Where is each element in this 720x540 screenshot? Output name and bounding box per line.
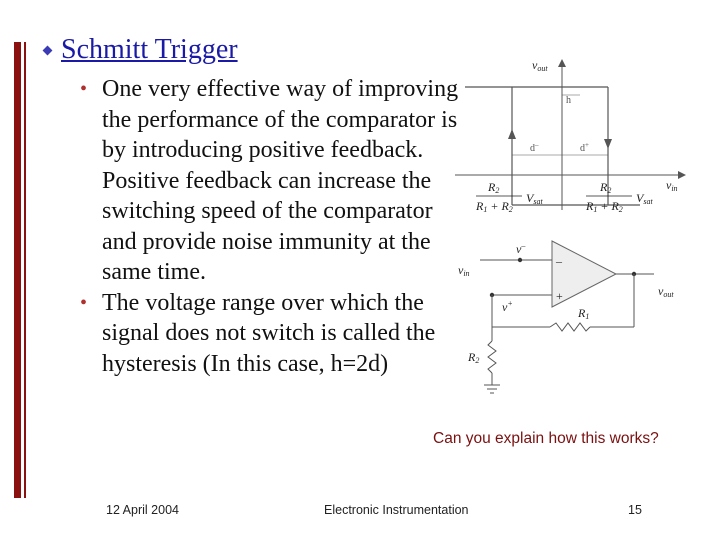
r1-resistor — [550, 323, 590, 331]
r2-label: R2 — [468, 350, 480, 365]
slide-title-row — [44, 34, 238, 66]
h-label: h — [566, 95, 571, 106]
r2-resistor — [488, 341, 496, 373]
bullet-list — [80, 74, 460, 379]
footer-page-number: 15 — [628, 503, 642, 517]
bullet-item — [80, 74, 460, 288]
footer-date: 12 April 2004 — [106, 503, 179, 517]
schmitt-trigger-diagram — [440, 55, 710, 400]
down-arrow-icon — [604, 139, 612, 149]
vout-axis-arrow — [558, 59, 566, 67]
question-text: Can you explain how this works? — [433, 430, 659, 447]
svg-text:R2: R2 — [600, 180, 612, 195]
svg-text:R1 + R2: R1 + R2 — [476, 199, 513, 214]
slide-title: Schmitt Trigger — [61, 34, 238, 65]
svg-text:R1 + R2: R1 + R2 — [586, 199, 623, 214]
diamond-bullet-icon — [43, 45, 53, 55]
bullet-text: One very effective way of improving the performance of the comparator is by introducing positive feedback. Positive feedback can increase the switching speed of the comparator and provide noise immunity at the same time. — [102, 76, 459, 285]
opamp-minus-sign: – — [556, 254, 562, 268]
vminus-label: v– — [516, 241, 526, 256]
svg-text:Vsat: Vsat — [526, 191, 543, 206]
opamp-plus-sign: + — [556, 289, 563, 303]
vin-circuit-label: vin — [458, 263, 470, 278]
up-arrow-icon — [508, 129, 516, 139]
left-accent-line — [24, 42, 26, 498]
r1-label: R1 — [578, 306, 590, 321]
vout-axis-label: vout — [532, 58, 548, 73]
vout-circuit-label: vout — [658, 284, 674, 299]
bullet-dot-icon: • — [80, 78, 88, 100]
bullet-text: The voltage range over which the signal does not switch is called the hysteresis (In this case, h=2d) — [102, 289, 436, 377]
svg-text:Vsat: Vsat — [636, 191, 653, 206]
svg-text:R2: R2 — [488, 180, 500, 195]
opamp-circuit — [480, 241, 654, 393]
vin-axis-arrow — [678, 171, 686, 179]
right-threshold-formula — [585, 180, 653, 214]
footer-course: Electronic Instrumentation — [324, 503, 469, 517]
vplus-label: v+ — [502, 299, 513, 314]
vin-axis-label: vin — [666, 178, 678, 193]
bullet-dot-icon: • — [80, 291, 88, 314]
d-minus-label: d– — [530, 141, 539, 154]
bullet-item — [80, 288, 460, 380]
vin-node — [518, 258, 522, 262]
left-threshold-formula — [475, 180, 543, 214]
d-plus-label: d+ — [580, 141, 589, 154]
left-accent-bar — [14, 42, 21, 498]
